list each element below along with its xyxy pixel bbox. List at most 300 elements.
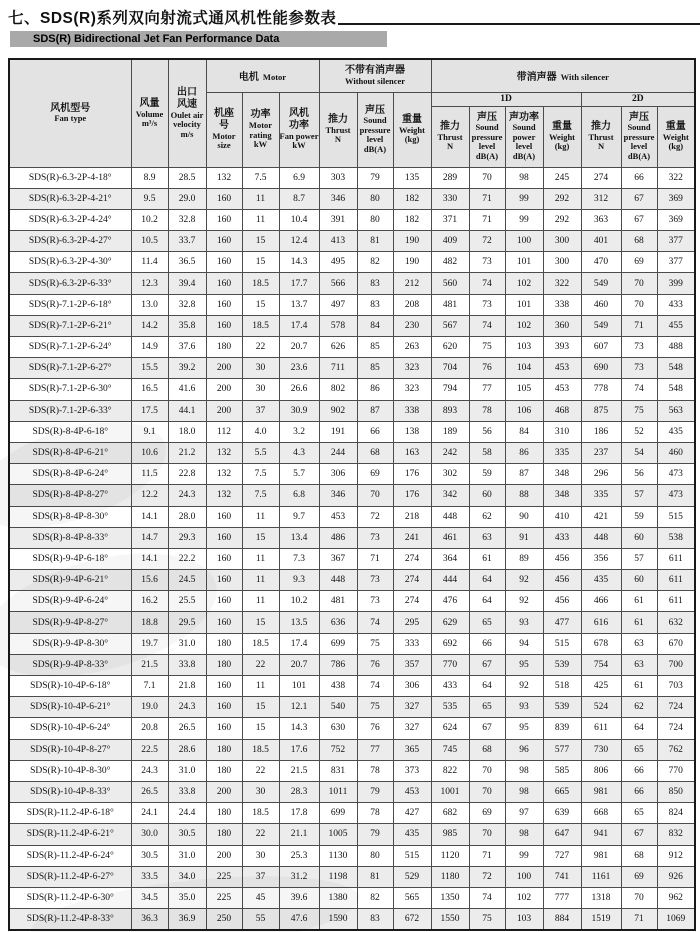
- value-cell: 70: [469, 824, 505, 845]
- table-row: [9, 697, 695, 718]
- value-cell: 93: [505, 697, 543, 718]
- table-row: [9, 781, 695, 802]
- value-cell: 724: [657, 697, 695, 718]
- value-cell: 727: [543, 845, 581, 866]
- value-cell: 78: [357, 760, 393, 781]
- value-cell: 682: [431, 803, 469, 824]
- value-cell: 1130: [319, 845, 357, 866]
- table-row: [9, 273, 695, 294]
- value-cell: 21.2: [168, 442, 206, 463]
- value-cell: 289: [431, 167, 469, 188]
- value-cell: 60: [621, 527, 657, 548]
- value-cell: 82: [357, 887, 393, 908]
- value-cell: 37: [242, 866, 279, 887]
- value-cell: 391: [319, 209, 357, 230]
- value-cell: 1550: [431, 909, 469, 930]
- value-cell: 95: [505, 718, 543, 739]
- value-cell: 63: [469, 527, 505, 548]
- value-cell: 14.3: [279, 252, 319, 273]
- fan-type-cell: SDS(R)-6.3-2P-4-30°: [9, 252, 131, 273]
- header-1d-spl: 声压 Sound pressure level dB(A): [469, 106, 505, 167]
- value-cell: 13.0: [131, 294, 168, 315]
- table-row: [9, 633, 695, 654]
- value-cell: 64: [469, 570, 505, 591]
- value-cell: 690: [581, 358, 621, 379]
- value-cell: 31.2: [279, 866, 319, 887]
- value-cell: 435: [393, 824, 431, 845]
- table-row: [9, 612, 695, 633]
- fan-type-cell: SDS(R)-9-4P-6-24°: [9, 591, 131, 612]
- value-cell: 30: [242, 379, 279, 400]
- value-cell: 66: [621, 760, 657, 781]
- value-cell: 539: [543, 654, 581, 675]
- value-cell: 160: [206, 612, 242, 633]
- page-subtitle: SDS(R) Bidirectional Jet Fan Performance Data: [33, 33, 280, 45]
- value-cell: 180: [206, 760, 242, 781]
- value-cell: 69: [357, 464, 393, 485]
- value-cell: 624: [431, 718, 469, 739]
- value-cell: 101: [279, 676, 319, 697]
- value-cell: 59: [469, 464, 505, 485]
- fan-type-cell: SDS(R)-10-4P-8-30°: [9, 760, 131, 781]
- value-cell: 33.8: [168, 781, 206, 802]
- value-cell: 11: [242, 188, 279, 209]
- value-cell: 14.3: [279, 718, 319, 739]
- value-cell: 45: [242, 887, 279, 908]
- value-cell: 18.8: [131, 612, 168, 633]
- value-cell: 31.0: [168, 760, 206, 781]
- value-cell: 30: [242, 781, 279, 802]
- value-cell: 68: [469, 739, 505, 760]
- value-cell: 263: [393, 337, 431, 358]
- table-row: [9, 231, 695, 252]
- value-cell: 105: [505, 379, 543, 400]
- value-cell: 6.8: [279, 485, 319, 506]
- value-cell: 30.0: [131, 824, 168, 845]
- value-cell: 274: [393, 548, 431, 569]
- table-row: [9, 909, 695, 930]
- value-cell: 9.5: [131, 188, 168, 209]
- value-cell: 37: [242, 400, 279, 421]
- value-cell: 64: [469, 676, 505, 697]
- value-cell: 15: [242, 527, 279, 548]
- value-cell: 22.2: [168, 548, 206, 569]
- value-cell: 777: [543, 887, 581, 908]
- value-cell: 81: [357, 231, 393, 252]
- value-cell: 754: [581, 654, 621, 675]
- value-cell: 461: [431, 527, 469, 548]
- value-cell: 745: [431, 739, 469, 760]
- value-cell: 225: [206, 887, 242, 908]
- value-cell: 28.0: [168, 506, 206, 527]
- value-cell: 444: [431, 570, 469, 591]
- value-cell: 7.1: [131, 676, 168, 697]
- value-cell: 21.8: [168, 676, 206, 697]
- value-cell: 360: [543, 315, 581, 336]
- value-cell: 703: [657, 676, 695, 697]
- table-header: [9, 59, 695, 167]
- value-cell: 962: [657, 887, 695, 908]
- value-cell: 327: [393, 718, 431, 739]
- value-cell: 13.7: [279, 294, 319, 315]
- fan-type-cell: SDS(R)-6.3-2P-4-24°: [9, 209, 131, 230]
- value-cell: 71: [621, 315, 657, 336]
- table-row: [9, 252, 695, 273]
- value-cell: 71: [357, 548, 393, 569]
- value-cell: 17.4: [279, 315, 319, 336]
- value-cell: 35.0: [168, 887, 206, 908]
- value-cell: 200: [206, 400, 242, 421]
- value-cell: 83: [357, 294, 393, 315]
- value-cell: 11: [242, 591, 279, 612]
- table-row: [9, 442, 695, 463]
- value-cell: 875: [581, 400, 621, 421]
- value-cell: 832: [657, 824, 695, 845]
- table-row: [9, 337, 695, 358]
- value-cell: 497: [319, 294, 357, 315]
- value-cell: 665: [543, 781, 581, 802]
- value-cell: 72: [469, 866, 505, 887]
- value-cell: 410: [543, 506, 581, 527]
- header-2d-group: 2D: [581, 92, 695, 106]
- value-cell: 17.4: [279, 633, 319, 654]
- value-cell: 94: [505, 633, 543, 654]
- value-cell: 70: [621, 294, 657, 315]
- value-cell: 292: [543, 209, 581, 230]
- value-cell: 160: [206, 506, 242, 527]
- value-cell: 32.8: [168, 294, 206, 315]
- value-cell: 13.4: [279, 527, 319, 548]
- value-cell: 103: [505, 909, 543, 930]
- value-cell: 31.0: [168, 845, 206, 866]
- value-cell: 66: [357, 421, 393, 442]
- value-cell: 75: [469, 909, 505, 930]
- value-cell: 647: [543, 824, 581, 845]
- value-cell: 77: [469, 379, 505, 400]
- value-cell: 335: [581, 485, 621, 506]
- value-cell: 448: [581, 527, 621, 548]
- value-cell: 630: [319, 718, 357, 739]
- value-cell: 456: [543, 548, 581, 569]
- value-cell: 473: [657, 464, 695, 485]
- value-cell: 10.6: [131, 442, 168, 463]
- value-cell: 794: [431, 379, 469, 400]
- value-cell: 8.9: [131, 167, 168, 188]
- value-cell: 806: [581, 760, 621, 781]
- value-cell: 18.5: [242, 803, 279, 824]
- header-without-silencer-group: 不带有消声器 Without silencer: [319, 59, 431, 92]
- value-cell: 56: [621, 464, 657, 485]
- value-cell: 79: [357, 824, 393, 845]
- value-cell: 704: [431, 358, 469, 379]
- value-cell: 39.2: [168, 358, 206, 379]
- value-cell: 160: [206, 718, 242, 739]
- value-cell: 7.5: [242, 167, 279, 188]
- value-cell: 98: [505, 824, 543, 845]
- value-cell: 68: [621, 845, 657, 866]
- value-cell: 35.8: [168, 315, 206, 336]
- value-cell: 456: [543, 570, 581, 591]
- value-cell: 310: [543, 421, 581, 442]
- value-cell: 28.3: [279, 781, 319, 802]
- value-cell: 99: [505, 188, 543, 209]
- value-cell: 981: [581, 781, 621, 802]
- value-cell: 241: [393, 527, 431, 548]
- fan-type-cell: SDS(R)-10-4P-6-24°: [9, 718, 131, 739]
- value-cell: 488: [657, 337, 695, 358]
- value-cell: 18.5: [242, 633, 279, 654]
- value-cell: 1198: [319, 866, 357, 887]
- value-cell: 460: [581, 294, 621, 315]
- value-cell: 802: [319, 379, 357, 400]
- value-cell: 741: [543, 866, 581, 887]
- value-cell: 87: [505, 464, 543, 485]
- value-cell: 427: [393, 803, 431, 824]
- value-cell: 163: [393, 442, 431, 463]
- value-cell: 274: [393, 570, 431, 591]
- table-row: [9, 803, 695, 824]
- value-cell: 132: [206, 442, 242, 463]
- fan-type-cell: SDS(R)-11.2-4P-6-21°: [9, 824, 131, 845]
- value-cell: 22: [242, 760, 279, 781]
- value-cell: 24.3: [168, 697, 206, 718]
- fan-type-cell: SDS(R)-8-4P-6-18°: [9, 421, 131, 442]
- value-cell: 348: [543, 464, 581, 485]
- value-cell: 59: [621, 506, 657, 527]
- value-cell: 160: [206, 527, 242, 548]
- value-cell: 61: [469, 548, 505, 569]
- value-cell: 132: [206, 464, 242, 485]
- value-cell: 401: [581, 231, 621, 252]
- value-cell: 10.5: [131, 231, 168, 252]
- value-cell: 10.4: [279, 209, 319, 230]
- value-cell: 4.0: [242, 421, 279, 442]
- value-cell: 62: [469, 506, 505, 527]
- value-cell: 515: [657, 506, 695, 527]
- value-cell: 101: [505, 252, 543, 273]
- header-outlet-velocity: 出口 风速 Oulet air velocity m/s: [168, 59, 206, 167]
- value-cell: 67: [621, 188, 657, 209]
- value-cell: 369: [657, 188, 695, 209]
- value-cell: 208: [393, 294, 431, 315]
- value-cell: 64: [621, 718, 657, 739]
- value-cell: 364: [431, 548, 469, 569]
- table-row: [9, 718, 695, 739]
- value-cell: 60: [469, 485, 505, 506]
- value-cell: 80: [357, 845, 393, 866]
- value-cell: 20.7: [279, 337, 319, 358]
- value-cell: 74: [357, 612, 393, 633]
- value-cell: 24.3: [131, 760, 168, 781]
- table-row: [9, 824, 695, 845]
- value-cell: 724: [657, 718, 695, 739]
- value-cell: 577: [543, 739, 581, 760]
- value-cell: 81: [357, 866, 393, 887]
- value-cell: 30.5: [168, 824, 206, 845]
- value-cell: 132: [206, 167, 242, 188]
- value-cell: 448: [431, 506, 469, 527]
- value-cell: 639: [543, 803, 581, 824]
- value-cell: 831: [319, 760, 357, 781]
- value-cell: 14.9: [131, 337, 168, 358]
- value-cell: 12.1: [279, 697, 319, 718]
- fan-type-cell: SDS(R)-6.3-2P-4-18°: [9, 167, 131, 188]
- value-cell: 230: [393, 315, 431, 336]
- value-cell: 518: [543, 676, 581, 697]
- value-cell: 460: [657, 442, 695, 463]
- value-cell: 453: [543, 379, 581, 400]
- value-cell: 84: [357, 315, 393, 336]
- value-cell: 78: [357, 803, 393, 824]
- header-without-weight: 重量 Weight (kg): [393, 92, 431, 167]
- value-cell: 32.8: [168, 209, 206, 230]
- value-cell: 102: [505, 273, 543, 294]
- value-cell: 72: [469, 231, 505, 252]
- value-cell: 104: [505, 358, 543, 379]
- value-cell: 79: [357, 781, 393, 802]
- value-cell: 611: [581, 718, 621, 739]
- value-cell: 182: [393, 209, 431, 230]
- value-cell: 312: [581, 188, 621, 209]
- value-cell: 330: [431, 188, 469, 209]
- value-cell: 626: [319, 337, 357, 358]
- value-cell: 83: [357, 909, 393, 930]
- value-cell: 306: [319, 464, 357, 485]
- value-cell: 346: [319, 188, 357, 209]
- fan-type-cell: SDS(R)-6.3-2P-4-27°: [9, 231, 131, 252]
- value-cell: 292: [543, 188, 581, 209]
- value-cell: 770: [657, 760, 695, 781]
- table-row: [9, 358, 695, 379]
- value-cell: 438: [319, 676, 357, 697]
- value-cell: 632: [657, 612, 695, 633]
- value-cell: 327: [393, 697, 431, 718]
- value-cell: 636: [319, 612, 357, 633]
- header-1d-weight: 重量 Weight (kg): [543, 106, 581, 167]
- table-row: [9, 400, 695, 421]
- value-cell: 64: [469, 591, 505, 612]
- value-cell: 28.6: [168, 739, 206, 760]
- value-cell: 79: [357, 167, 393, 188]
- value-cell: 23.6: [279, 358, 319, 379]
- value-cell: 515: [543, 633, 581, 654]
- value-cell: 367: [319, 548, 357, 569]
- value-cell: 138: [393, 421, 431, 442]
- value-cell: 11.5: [131, 464, 168, 485]
- value-cell: 670: [657, 633, 695, 654]
- value-cell: 74: [469, 273, 505, 294]
- value-cell: 338: [393, 400, 431, 421]
- value-cell: 1069: [657, 909, 695, 930]
- value-cell: 189: [431, 421, 469, 442]
- value-cell: 711: [319, 358, 357, 379]
- fan-type-cell: SDS(R)-10-4P-8-33°: [9, 781, 131, 802]
- value-cell: 16.2: [131, 591, 168, 612]
- value-cell: 75: [357, 633, 393, 654]
- value-cell: 182: [393, 188, 431, 209]
- value-cell: 15.5: [131, 358, 168, 379]
- value-cell: 91: [505, 527, 543, 548]
- value-cell: 17.5: [131, 400, 168, 421]
- value-cell: 365: [393, 739, 431, 760]
- value-cell: 322: [657, 167, 695, 188]
- value-cell: 620: [431, 337, 469, 358]
- value-cell: 399: [657, 273, 695, 294]
- value-cell: 89: [505, 548, 543, 569]
- value-cell: 245: [543, 167, 581, 188]
- value-cell: 33.8: [168, 654, 206, 675]
- value-cell: 529: [393, 866, 431, 887]
- value-cell: 926: [657, 866, 695, 887]
- value-cell: 180: [206, 803, 242, 824]
- value-cell: 54: [621, 442, 657, 463]
- value-cell: 470: [581, 252, 621, 273]
- value-cell: 13.5: [279, 612, 319, 633]
- value-cell: 65: [621, 739, 657, 760]
- value-cell: 36.3: [131, 909, 168, 930]
- value-cell: 548: [657, 379, 695, 400]
- value-cell: 61: [621, 676, 657, 697]
- fan-type-cell: SDS(R)-9-4P-8-27°: [9, 612, 131, 633]
- value-cell: 941: [581, 824, 621, 845]
- value-cell: 106: [505, 400, 543, 421]
- value-cell: 1590: [319, 909, 357, 930]
- value-cell: 762: [657, 739, 695, 760]
- value-cell: 699: [319, 633, 357, 654]
- value-cell: 60: [621, 570, 657, 591]
- value-cell: 186: [581, 421, 621, 442]
- header-fan-type: 风机型号 Fan type: [9, 59, 131, 167]
- fan-type-cell: SDS(R)-8-4P-8-27°: [9, 485, 131, 506]
- value-cell: 71: [469, 188, 505, 209]
- value-cell: 1005: [319, 824, 357, 845]
- value-cell: 22.8: [168, 464, 206, 485]
- value-cell: 68: [621, 231, 657, 252]
- value-cell: 180: [206, 337, 242, 358]
- value-cell: 86: [505, 442, 543, 463]
- table-row: [9, 654, 695, 675]
- value-cell: 495: [319, 252, 357, 273]
- value-cell: 85: [357, 358, 393, 379]
- value-cell: 18.0: [168, 421, 206, 442]
- value-cell: 357: [393, 654, 431, 675]
- value-cell: 822: [431, 760, 469, 781]
- value-cell: 409: [431, 231, 469, 252]
- value-cell: 824: [657, 803, 695, 824]
- value-cell: 565: [393, 887, 431, 908]
- table-row: [9, 485, 695, 506]
- value-cell: 274: [581, 167, 621, 188]
- fan-type-cell: SDS(R)-9-4P-6-18°: [9, 548, 131, 569]
- table-row: [9, 315, 695, 336]
- value-cell: 73: [357, 570, 393, 591]
- value-cell: 17.8: [279, 803, 319, 824]
- value-cell: 10.2: [279, 591, 319, 612]
- value-cell: 73: [469, 294, 505, 315]
- value-cell: 456: [543, 591, 581, 612]
- header-2d-spl: 声压 Sound pressure level dB(A): [621, 106, 657, 167]
- value-cell: 160: [206, 252, 242, 273]
- value-cell: 24.4: [168, 803, 206, 824]
- table-row: [9, 421, 695, 442]
- value-cell: 39.4: [168, 273, 206, 294]
- value-cell: 770: [431, 654, 469, 675]
- value-cell: 160: [206, 315, 242, 336]
- value-cell: 83: [357, 273, 393, 294]
- value-cell: 3.2: [279, 421, 319, 442]
- fan-type-cell: SDS(R)-9-4P-6-21°: [9, 570, 131, 591]
- value-cell: 65: [469, 697, 505, 718]
